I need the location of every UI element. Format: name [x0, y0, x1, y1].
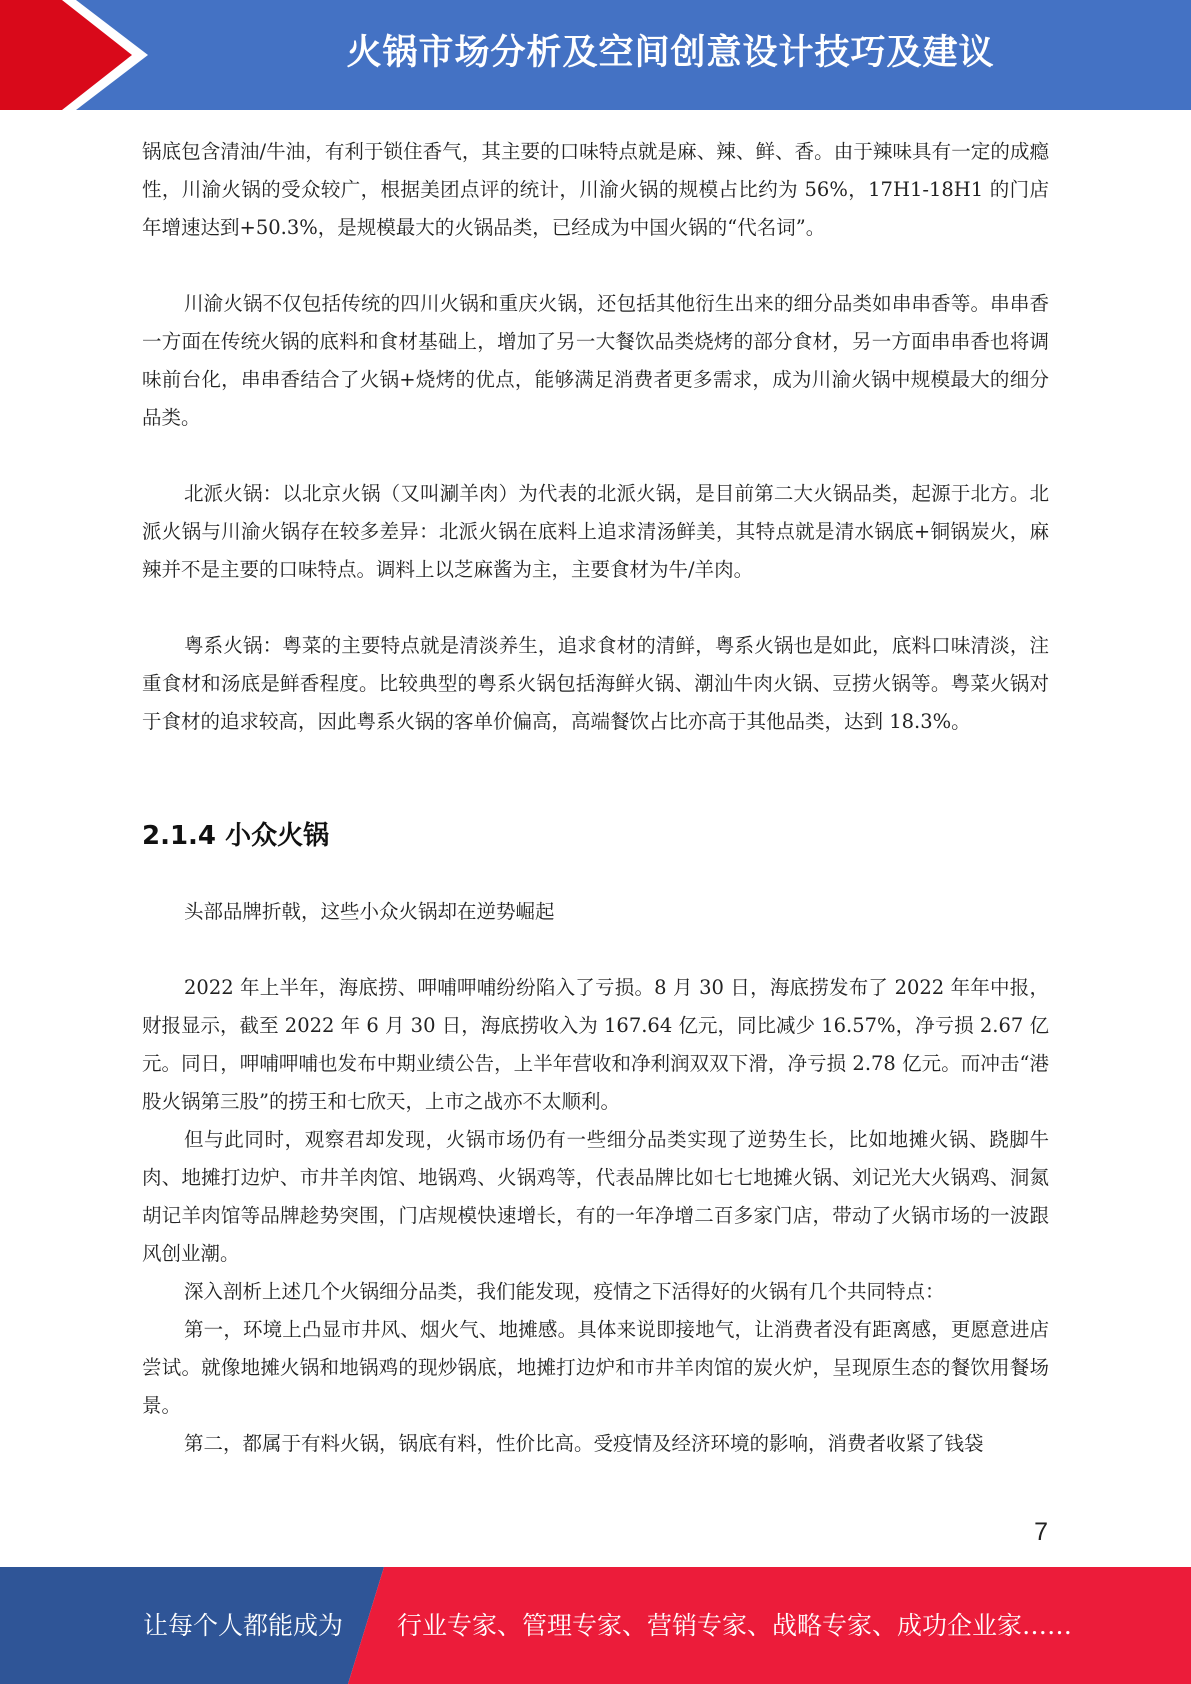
paragraph: 第一，环境上凸显市井风、烟火气、地摊感。具体来说即接地气，让消费者没有距离感，更愿意进店尝试。就像地摊火锅和地锅鸡的现炒锅底，地摊打边炉和市井羊肉馆的炭火炉，呈现原生态的餐饮用餐场景。: [142, 1318, 1049, 1417]
footer-slogan-left: 让每个人都能成为: [143, 1611, 344, 1640]
paragraph: 深入剖析上述几个火锅细分品类，我们能发现，疫情之下活得好的火锅有几个共同特点：: [184, 1280, 945, 1303]
paragraph: 但与此同时，观察君却发现，火锅市场仍有一些细分品类实现了逆势生长，比如地摊火锅、跷脚牛肉、地摊打边炉、市井羊肉馆、地锅鸡、火锅鸡等，代表品牌比如七七地摊火锅、刘记光大火锅鸡、洞氮胡记羊肉馆等品牌趁势突围，门店规模快速增长，有的一年净增二百多家门店，带动了火锅市场的一波跟风创业潮。: [142, 1128, 1049, 1265]
page-header: [0, 0, 1191, 110]
document-title: 火锅市场分析及空间创意设计技巧及建议: [346, 33, 995, 73]
paragraph: 第二，都属于有料火锅，锅底有料，性价比高。受疫情及经济环境的影响，消费者收紧了钱袋: [184, 1432, 984, 1455]
paragraph: 2022 年上半年，海底捞、呷哺呷哺纷纷陷入了亏损。8 月 30 日，海底捞发布了 2022 年年中报，财报显示，截至 2022 年 6 月 30 日，海底捞收入为 167.64 亿元，同比减少 16.57%，净亏损 2.67 亿元。同日，呷哺呷哺也发布中期业绩公告，上半年营收和净利润双双下滑，净亏损 2.78 亿元。而冲击“港股火锅第三股”的捞王和七欣天，上市之战亦不太顺利。: [142, 976, 1049, 1113]
page-footer: [0, 1567, 1191, 1684]
paragraph: 头部品牌折戟，这些小众火锅却在逆势崛起: [184, 900, 555, 923]
document-body: [142, 133, 1049, 1463]
footer-slogan-right: 行业专家、管理专家、营销专家、战略专家、成功企业家……: [397, 1611, 1073, 1640]
header-chevron-decoration: [0, 0, 150, 110]
paragraph: 粤系火锅：粤菜的主要特点就是清淡养生，追求食材的清鲜，粤系火锅也是如此，底料口味清淡，注重食材和汤底是鲜香程度。比较典型的粤系火锅包括海鲜火锅、潮汕牛肉火锅、豆捞火锅等。粤菜火锅对于食材的追求较高，因此粤系火锅的客单价偏高，高端餐饮占比亦高于其他品类，达到 18.3%。: [142, 634, 1049, 733]
section-heading: 2.1.4 小众火锅: [142, 821, 330, 851]
paragraph: 锅底包含清油/牛油，有利于锁住香气，其主要的口味特点就是麻、辣、鲜、香。由于辣味具有一定的成瘾性，川渝火锅的受众较广，根据美团点评的统计，川渝火锅的规模占比约为 56%，17H1-18H1 的门店年增速达到+50.3%，是规模最大的火锅品类，已经成为中国火锅的“代名词”。: [142, 140, 1049, 239]
paragraph: 川渝火锅不仅包括传统的四川火锅和重庆火锅，还包括其他衍生出来的细分品类如串串香等。串串香一方面在传统火锅的底料和食材基础上，增加了另一大餐饮品类烧烤的部分食材，另一方面串串香也将调味前台化，串串香结合了火锅+烧烤的优点，能够满足消费者更多需求，成为川渝火锅中规模最大的细分品类。: [142, 292, 1049, 429]
paragraph: 北派火锅：以北京火锅（又叫涮羊肉）为代表的北派火锅，是目前第二大火锅品类，起源于北方。北派火锅与川渝火锅存在较多差异：北派火锅在底料上追求清汤鲜美，其特点就是清水锅底+铜锅炭火，麻辣并不是主要的口味特点。调料上以芝麻酱为主，主要食材为牛/羊肉。: [142, 482, 1049, 581]
page-number: 7: [1034, 1518, 1048, 1546]
